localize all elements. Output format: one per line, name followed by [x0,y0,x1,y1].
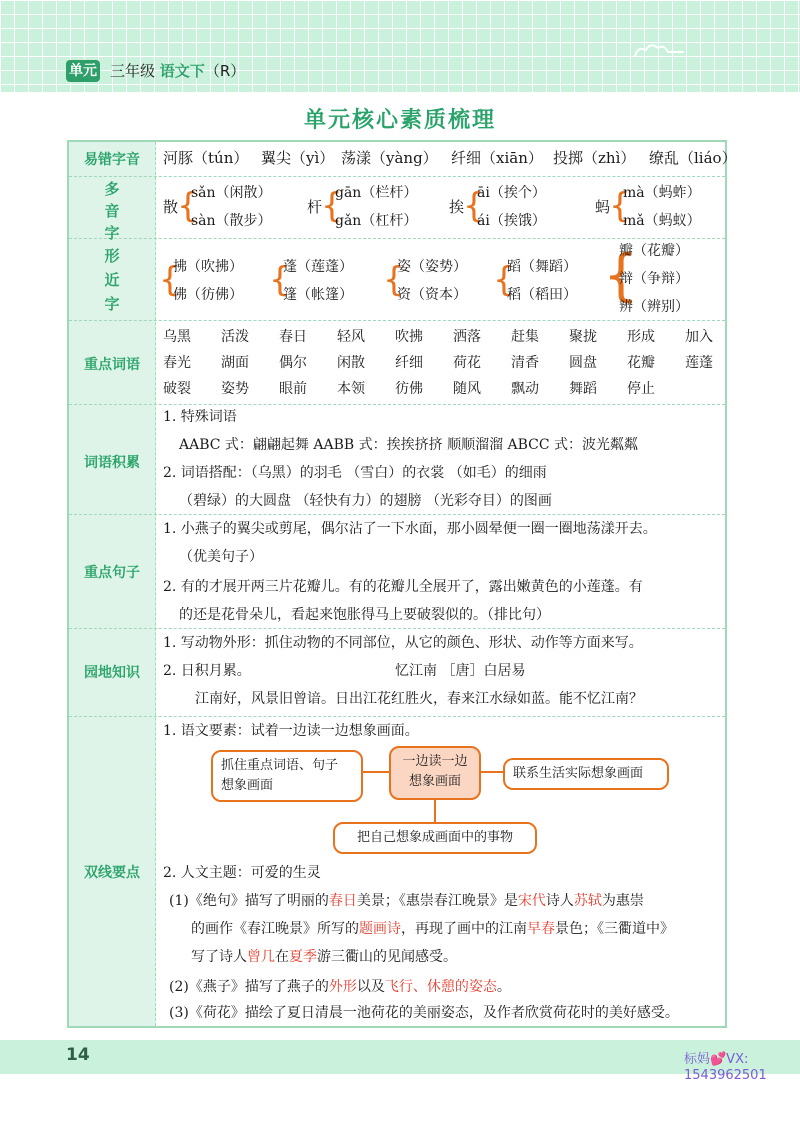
key-word: 停止 [627,381,655,397]
p1-text: 美景；《惠崇春江晚景》是 [356,893,518,909]
footer-band [0,1040,800,1074]
p2-highlight: 飞行、休憩的姿态 [384,979,497,995]
brace-icon: { [269,260,291,300]
brace-icon: { [493,260,515,300]
row-divider [69,404,725,405]
key-word: 姿势 [221,381,249,397]
key-word: 偶尔 [279,355,307,371]
page-title: 单元核心素质梳理 [303,108,496,133]
duoyin-reading: gǎn（杠杆） [335,213,418,229]
label-duoyin [69,178,155,244]
yuandi-line: 2. 日积月累。 [163,663,251,679]
theme-paragraph-1b [191,918,674,940]
p1-text: (1)《绝句》描写了明丽的 [169,893,329,909]
key-word: 吹拂 [395,329,423,345]
key-word: 破裂 [163,381,191,397]
pinyin-item: 纤细（xiān） [451,149,543,167]
p1c-text: 游三衢山的见闻感受。 [317,949,457,965]
brace-icon: { [603,243,639,308]
p1c-highlight: 夏季 [289,949,317,965]
key-word: 彷佛 [395,381,423,397]
brace-icon: { [321,186,343,226]
node-left-line1: 抓住重点词语、句子 [221,758,339,773]
row-divider [69,628,725,629]
p2-text: (2)《燕子》描写了燕子的 [169,979,329,995]
watermark [684,1052,767,1084]
node-center-line1: 一边读一边 [402,754,468,769]
duoyin-char: 蚂 [595,198,611,216]
duoyin-reading: sǎn（闲散） [191,185,272,201]
edition-label: （R） [204,62,246,80]
cloud-icon [630,40,690,60]
theme-paragraph-1 [169,890,644,912]
poem-text: 江南好，风景旧曾谙。日出江花红胜火，春来江水绿如蓝。能不忆江南？ [195,691,643,707]
pinyin-item: 荡漾（yàng） [341,149,438,167]
xingjin-item: 拂（吹拂） [173,259,243,275]
p1c-highlight: 曾几 [247,949,275,965]
node-left-line2: 想象画面 [221,778,274,793]
p1-highlight: 苏轼 [573,893,602,909]
jilei-line: 2. 词语搭配：（乌黑）的羽毛 （雪白）的衣裳 （如毛）的细雨 [163,465,547,481]
mindmap-node-center [389,746,481,800]
summary-table [67,140,737,1028]
mindmap-node-bottom: 把自己想象成画面中的事物 [333,822,537,854]
page-number: 14 [66,1045,90,1065]
row-divider [69,514,725,515]
p1-highlight: 宋代 [517,893,546,909]
poem-title: 忆江南 ［唐］白居易 [395,663,526,679]
shuangxian-line: 2. 人文主题：可爱的生灵 [163,865,321,881]
node-center-line2: 想象画面 [408,774,461,789]
key-word: 活泼 [221,329,249,345]
label-xingjin-3: 字 [104,295,120,313]
key-word: 形成 [627,329,655,345]
label-pinyin: 易错字音 [84,152,140,168]
pinyin-item: 河豚（tún） [163,149,249,167]
juzi-line: 2. 有的才展开两三片花瓣儿。有的花瓣儿全展开了，露出嫩黄色的小莲蓬。有 [163,579,643,595]
p1-highlight: 春日 [328,893,357,909]
yuandi-line: 1. 写动物外形：抓住动物的不同部位，从它的颜色、形状、动作等方面来写。 [163,635,643,651]
key-word: 本领 [337,381,365,397]
duoyin-char: 散 [163,198,179,216]
label-ciyu: 重点词语 [84,357,140,373]
row-divider [69,320,725,321]
row-divider [69,176,725,177]
brace-icon: { [383,260,405,300]
key-word: 乌黑 [163,329,191,345]
p1b-text: 的画作《春江晚景》所写的 [191,921,359,937]
shuangxian-line: 1. 语文要素：试着一边读一边想象画面。 [163,723,419,739]
brace-icon: { [463,186,485,226]
pinyin-item: 投掷（zhì） [553,149,636,167]
duoyin-char: 挨 [449,198,465,216]
juzi-line: （优美句子） [179,549,263,565]
p2-text: 。 [496,979,511,995]
label-xingjin-2: 近 [104,271,120,289]
brace-icon: { [177,186,199,226]
key-word: 春日 [279,329,307,345]
xingjin-item: 辩（争辩） [619,271,689,287]
key-word: 随风 [453,381,481,397]
duoyin-reading: mà（蚂蚱） [623,185,701,201]
duoyin-reading: gān（栏杆） [335,185,418,201]
mindmap-node-left [211,750,363,802]
label-duoyin-2: 音 [104,202,120,220]
p1b-highlight: 早春 [527,921,555,937]
jilei-line: （碧绿）的大圆盘 （轻快有力）的翅膀 （光彩夺目）的图画 [179,493,552,509]
xingjin-item: 辨（辨别） [619,299,689,315]
p1c-text: 写了诗人 [191,949,247,965]
p2-highlight: 外形 [328,979,357,995]
mindmap-node-right: 联系生活实际想象画面 [503,758,669,790]
unit-logo: 单元 [66,60,100,82]
key-word: 洒落 [453,329,481,345]
xingjin-item: 稻（稻田） [507,287,577,303]
key-word: 圆盘 [569,355,597,371]
xingjin-item: 篷（帐篷） [283,287,353,303]
xingjin-item: 蓬（莲蓬） [283,259,353,275]
xingjin-item: 蹈（舞蹈） [507,259,577,275]
grade-label: 三年级 [110,62,156,80]
jilei-line: AABC 式：翩翩起舞 AABB 式：挨挨挤挤 顺顺溜溜 ABCC 式：波光粼粼 [179,437,639,453]
key-word: 荷花 [453,355,481,371]
p1b-highlight: 题画诗 [359,921,401,937]
p1b-text: 景色；《三衢道中》 [555,921,674,937]
theme-paragraph-1c [191,946,457,968]
row-divider [69,716,725,717]
p1c-text: 在 [275,949,289,965]
p1-text: 诗人 [545,893,574,909]
jilei-line: 1. 特殊词语 [163,409,237,425]
label-xingjin-1: 形 [104,247,120,265]
xingjin-item: 瓣（花瓣） [619,243,689,259]
label-duoyin-1: 多 [104,180,120,198]
xingjin-item: 姿（姿势） [397,259,467,275]
key-word: 飘动 [511,381,539,397]
key-word: 闲散 [337,355,365,371]
duoyin-reading: ái（挨饿） [477,213,546,229]
pinyin-item: 翼尖（yì） [261,149,335,167]
duoyin-reading: sàn（散步） [191,213,272,229]
key-word: 莲蓬 [685,355,713,371]
label-duoyin-3: 字 [104,224,120,242]
watermark-line2: 1543962501 [684,1068,767,1083]
subject-label: 语文下 [159,62,205,80]
label-shuangxian: 双线要点 [84,865,140,881]
key-word: 春光 [163,355,191,371]
key-word: 轻风 [337,329,365,345]
row-divider [69,238,725,239]
p2-text: 以及 [356,979,385,995]
juzi-line: 1. 小燕子的翼尖或剪尾，偶尔沾了一下水面，那小圆晕便一圈一圈地荡漾开去。 [163,521,657,537]
xingjin-item: 佛（彷佛） [173,287,243,303]
pinyin-item: 缭乱（liáo） [649,149,737,167]
key-word: 花瓣 [627,355,655,371]
brace-icon: { [159,260,181,300]
label-xingjin [69,244,155,316]
key-word: 湖面 [221,355,249,371]
key-word: 纤细 [395,355,423,371]
theme-paragraph-2 [169,976,511,998]
watermark-line1: 标妈💕VX: [684,1052,749,1067]
xingjin-item: 资（资本） [397,287,467,303]
header-grade-subject [110,60,245,82]
duoyin-reading: āi（挨个） [477,185,546,201]
p1-text: 为惠崇 [601,893,644,909]
juzi-line: 的还是花骨朵儿，看起来饱胀得马上要破裂似的。（排比句） [179,607,550,623]
key-word: 眼前 [279,381,307,397]
key-word: 聚拢 [569,329,597,345]
label-jilei: 词语积累 [84,455,140,471]
key-word: 加入 [685,329,713,345]
duoyin-reading: mǎ（蚂蚁） [623,213,701,229]
key-word: 清香 [511,355,539,371]
key-word: 舞蹈 [569,381,597,397]
theme-paragraph-3: (3)《荷花》描绘了夏日清晨一池荷花的美丽姿态，及作者欣赏荷花时的美好感受。 [169,1005,679,1021]
p1b-text: ，再现了画中的江南 [401,921,527,937]
brace-icon: { [609,186,631,226]
label-yuandi: 园地知识 [84,665,140,681]
key-word: 赶集 [511,329,539,345]
label-juzi: 重点句子 [84,565,140,581]
duoyin-char: 杆 [307,198,323,216]
